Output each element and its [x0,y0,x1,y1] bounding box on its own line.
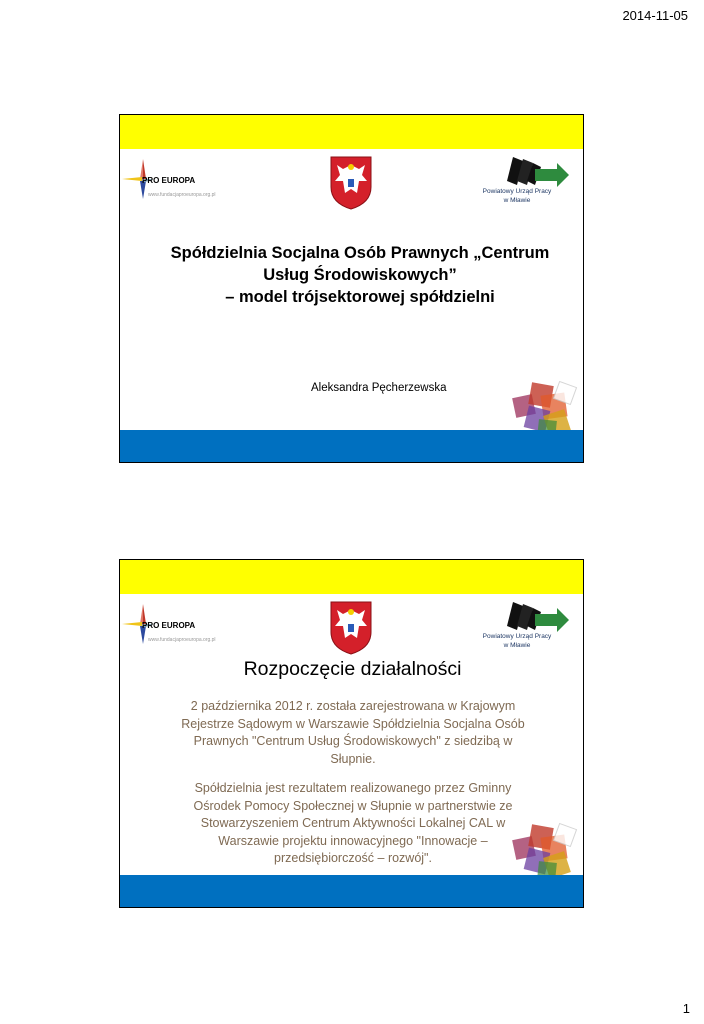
slide-2-body-line: Stowarzyszeniem Centrum Aktywności Lokalnej CAL w [200,816,506,830]
coat-of-arms-icon [329,155,373,211]
pup-name-line2: w Mławie [503,196,531,204]
page-date: 2014-11-05 [622,8,688,23]
slide-2-body-line: Warszawie projektu innowacyjnego "Innowacje – [218,833,488,848]
pup-name [465,188,569,205]
slide-1 [119,114,584,463]
slide-top-band [120,115,583,149]
pro-europa-url: www.fundacjaproeuropa.org.pl [148,637,216,643]
slide-2-body [138,694,568,872]
pup-name [465,633,569,650]
slide-2-body-line: Ośrodek Pomocy Społecznej w Słupnie w partnerstwie ze [193,798,513,813]
pup-name-line1: Powiatowy Urząd Pracy [482,633,552,640]
pup-name-line2: w Mławie [503,641,531,649]
pup-name-line1: Powiatowy Urząd Pracy [482,188,552,195]
page-number: 1 [682,1001,690,1016]
pro-europa-logo [122,602,240,652]
slide-1-title-line: Spółdzielnia Socjalna Osób Prawnych „Centrum [170,244,550,262]
slide-1-title-line: Usług Środowiskowych” [263,266,457,284]
slide-2-title: Rozpoczęcie działalności [243,658,462,680]
slide-2-body-line: przedsiębiorczość – rozwój". [274,851,432,865]
slide-top-band [120,560,583,594]
slide-2-body-line: Prawnych "Centrum Usług Środowiskowych" z siedzibą w [193,734,513,748]
pro-europa-name: PRO EUROPA [142,176,196,185]
slide-2-body-line: Słupnie. [330,751,376,766]
paragraph-spacer [138,772,568,776]
pro-europa-url: www.fundacjaproeuropa.org.pl [148,192,216,198]
slide-bottom-band [120,875,583,907]
pup-logo [465,600,580,662]
pro-europa-logo [122,157,240,207]
slide-2 [119,559,584,908]
slide-bottom-band [120,430,583,462]
slide-1-title-line: – model trójsektorowej spółdzielni [225,288,495,306]
pup-arrow-icon [465,155,580,189]
pup-logo [465,155,580,217]
slide-2-body-line: Rejestrze Sądowym w Warszawie Spółdzielnia Socjalna Osób [181,716,525,731]
pro-europa-name: PRO EUROPA [142,621,196,630]
coat-of-arms-icon [329,600,373,656]
pup-arrow-icon [465,600,580,634]
slide-1-title [140,242,580,308]
slide-2-body-line: Spółdzielnia jest rezultatem realizowanego przez Gminny [194,781,512,795]
slide-2-body-line: 2 października 2012 r. została zarejestrowana w Krajowym [190,699,516,713]
slide-1-author: Aleksandra Pęcherzewska [311,382,447,394]
